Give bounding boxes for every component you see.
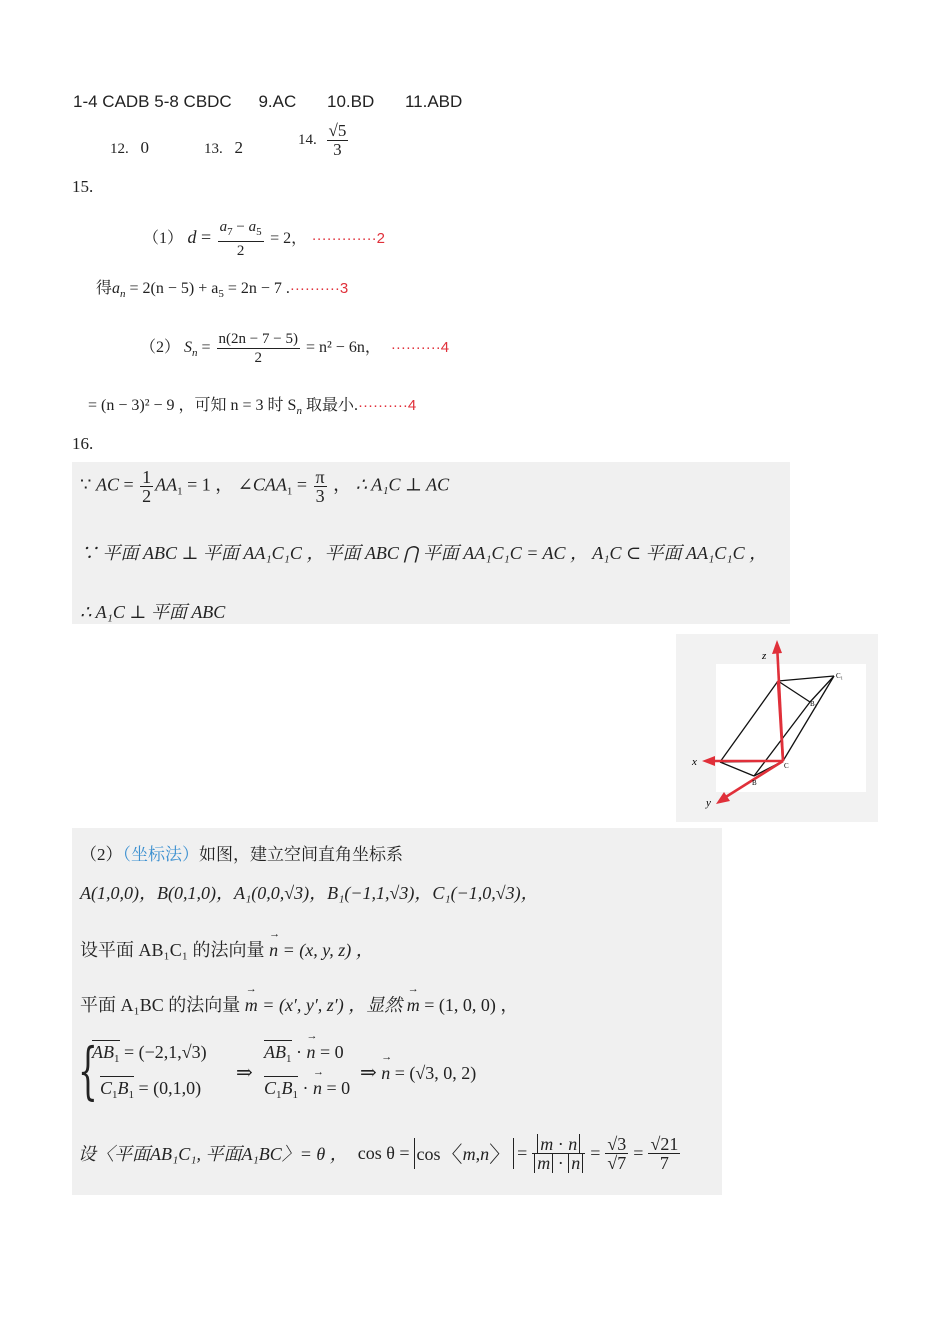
- part2-label: （2）: [80, 845, 123, 864]
- answer-12: [110, 138, 149, 158]
- q15-d-result: = 2，: [270, 230, 308, 248]
- part2-box: [72, 828, 722, 1195]
- answer-14-top: √5: [328, 121, 347, 140]
- q15-part2: （2） $S_n$ = $\frac{n(2n - 7 - 5)}{2}$ = n² − 6n， ··········4: [140, 331, 450, 366]
- angle-text: 设〈平面AB₁C₁, 平面A₁BC〉= θ ，: [78, 1144, 348, 1164]
- answers-row: [73, 92, 462, 112]
- q15-line2-prefix: 得: [96, 280, 113, 297]
- abs-cos: cos〈m,n〉: [414, 1138, 515, 1169]
- q15-title: 15.: [72, 177, 94, 196]
- part2-angle-line: 设〈平面AB₁C₁, 平面A₁BC〉= θ ， cos θ = cos〈m,n〉 = $\frac{m \cdot n}{m \cdot n}$ = $\frac{√3}{√7}$ = $\frac{√21}{7}$: [78, 1133, 679, 1173]
- sqrt-fraction-2: [648, 1135, 680, 1172]
- q15-sn-den: 2: [254, 350, 262, 366]
- sqrt3: √3: [607, 1133, 627, 1154]
- q16-line1: ∵ AC = $\frac{1}{2}$ $AA_1 = 1$ ， $\angle CAA_1$ = $\frac{\pi}{3}$ ， ∴ A₁C ⊥ AC: [80, 467, 450, 506]
- prism-figure-svg: [676, 634, 878, 822]
- q15-sn-result: = n² − 6n，: [305, 339, 381, 357]
- q15-line4-tail: 取最小.: [305, 397, 358, 414]
- part2-normal1: 设平面 AB₁C₁ 的法向量 n → = (x, y, z) ，: [80, 928, 374, 960]
- q15-d-fraction: $\frac{a_7 - a_5}{2}$: [219, 219, 262, 259]
- answer-13-num: 13.: [204, 141, 223, 157]
- sys-ab1-value: = (−2,1,√3): [124, 1042, 207, 1062]
- cos-label: cos θ =: [357, 1142, 410, 1163]
- label-c: C: [784, 762, 789, 770]
- x-arrow-head: [702, 756, 715, 766]
- answer-14-num: 14.: [298, 132, 317, 148]
- part2-normal2: 平面 A₁BC 的法向量 m → = (x′, y′, z′) ，显然 m → = (1, 0, 0) ，: [80, 983, 519, 1015]
- sys-dot-1: $AB_1 \cdot n$ → = 0: [264, 1030, 344, 1065]
- q15-line2: 得$a_n = 2(n - 5) + a_5 = 2n - 7$ .··········3: [96, 280, 349, 300]
- sqrt-fraction-1: [605, 1135, 628, 1172]
- q15-score-1: ·············2: [311, 230, 385, 248]
- n-result: = (√3, 0, 2): [394, 1063, 477, 1083]
- label-y: y: [706, 797, 711, 809]
- answer-1-8: 1-4 CADB 5-8 CBDC: [73, 92, 232, 111]
- implies-2: ⇒ n → = (√3, 0, 2): [360, 1051, 477, 1084]
- q16-three: 3: [315, 486, 325, 506]
- q16-half-fraction: [140, 468, 153, 505]
- sqrt21: √21: [650, 1133, 679, 1154]
- q16-pi-fraction: [314, 468, 327, 505]
- answer-10: 10.BD: [326, 92, 375, 111]
- q15-score-4: ··········4: [357, 397, 417, 414]
- q16-title: 16.: [72, 434, 94, 453]
- part2-normal2-eq: = (x′, y′, z′) ，显然: [262, 995, 403, 1015]
- q16-therefore-1: ∴ A₁C ⊥ AC: [355, 474, 450, 495]
- prism-figure: [676, 634, 878, 822]
- answer-14-fraction: [327, 122, 349, 159]
- answer-9: 9.AC: [258, 92, 297, 111]
- answer-14-bottom: 3: [333, 140, 342, 159]
- brace: {: [78, 1034, 98, 1107]
- q16-pi: π: [315, 467, 325, 487]
- q16-half-den: 2: [142, 486, 152, 506]
- implies-2-symbol: ⇒: [360, 1062, 377, 1084]
- q16-line3: ∴ A₁C ⊥ 平面 ABC: [80, 602, 226, 622]
- label-b: B: [752, 779, 757, 787]
- q15-score-2: ··········3: [289, 280, 349, 297]
- cos-fraction: $\frac{m \cdot n}{m \cdot n}$: [532, 1135, 585, 1172]
- seven: 7: [659, 1152, 669, 1173]
- label-c1: C₁: [836, 672, 844, 680]
- label-x: x: [692, 756, 697, 768]
- part2-coords: A(1,0,0)，B(0,1,0)，A₁(0,0,√3)，B₁(−1,1,√3)，C₁(−1,0,√3)，: [80, 883, 539, 903]
- part2-normal2-prefix: 平面 A₁BC 的法向量: [80, 995, 241, 1015]
- q15-part2-label: （2）: [140, 339, 181, 357]
- q15-part1: （1） d = $\frac{a_7 - a_5}{2}$ = 2， ·············2: [143, 219, 385, 259]
- q16-half-num: 1: [142, 467, 152, 487]
- z-arrow-head: [772, 640, 782, 654]
- q15-score-3: ··········4: [390, 339, 450, 357]
- answer-14: [298, 122, 350, 159]
- q16-line2: ∵ 平面 ABC ⊥ 平面 AA₁C₁C ，平面 ABC ⋂ 平面 AA₁C₁C = AC ， A₁C ⊂ 平面 AA₁C₁C ，: [80, 543, 768, 563]
- q15-line4-text: = (n − 3)² − 9 ，可知 n = 3 时 S: [88, 397, 297, 414]
- sqrt7: √7: [607, 1152, 627, 1173]
- answer-11: 11.ABD: [404, 92, 463, 111]
- answer-13-val: 2: [234, 138, 243, 157]
- part2-system: [78, 1030, 518, 1110]
- part2-normal1-eq: = (x, y, z) ，: [282, 940, 374, 960]
- implies-1: ⇒: [236, 1062, 253, 1084]
- y-arrow-head: [716, 792, 730, 804]
- label-z: z: [762, 650, 767, 662]
- q15-sn-fraction: [217, 330, 300, 367]
- q15-sn-num: n(2n − 7 − 5): [218, 331, 298, 347]
- part2-normal1-prefix: 设平面 AB₁C₁ 的法向量: [80, 940, 265, 960]
- sys-c1b1-value: = (0,1,0): [138, 1078, 202, 1098]
- answer-13: [204, 138, 243, 158]
- answer-12-val: 0: [140, 138, 149, 157]
- part2-heading: [80, 840, 403, 865]
- q15-line2-expr: = 2(n − 5) + a: [129, 280, 219, 297]
- q16-proof-box: [72, 462, 790, 624]
- sys-row-2: $C_1B_1 = (0,1,0)$: [100, 1078, 202, 1101]
- q15-line4: = (n − 3)² − 9 ，可知 n = 3 时 $S_n$ 取最小.··········4: [88, 397, 417, 417]
- sys-row-1: $AB_1 = (-2,1,√3)$: [92, 1042, 207, 1065]
- dot-eq-2: = 0: [326, 1078, 351, 1098]
- part2-method: （坐标法）: [122, 845, 199, 864]
- q15-line2-tail: = 2n − 7 .: [227, 280, 290, 297]
- label-b1: B₁: [810, 700, 818, 708]
- part2-normal2-val: = (1, 0, 0) ，: [424, 995, 519, 1015]
- q16-because-symbol: ∵: [80, 474, 92, 495]
- answer-12-num: 12.: [110, 141, 129, 157]
- sys-dot-2: $C_1B_1 \cdot n$ → = 0: [264, 1066, 351, 1101]
- dot-eq-1: = 0: [320, 1042, 344, 1062]
- part2-intro: 如图，建立空间直角坐标系: [199, 845, 403, 864]
- q15-part1-label: （1）: [143, 230, 184, 248]
